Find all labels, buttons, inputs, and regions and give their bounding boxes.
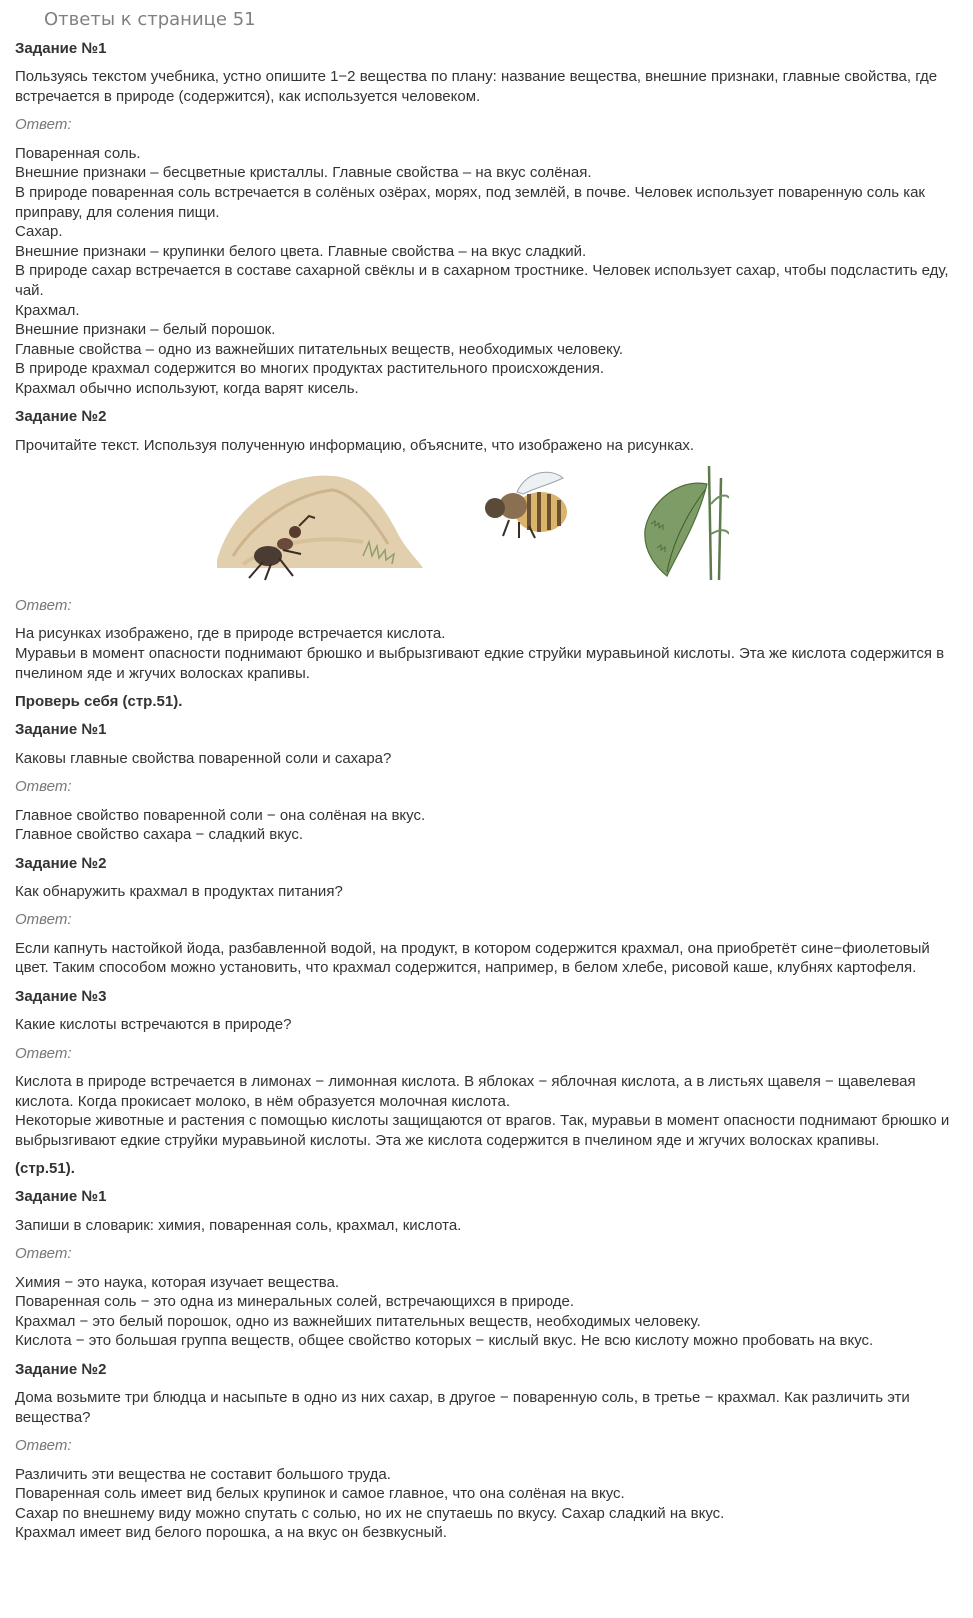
- question-text: Как обнаружить крахмал в продуктах питания?: [15, 882, 343, 900]
- answer-line: Внешние признаки – крупинки белого цвета. Главные свойства – на вкус сладкий.: [15, 242, 587, 260]
- answer-line: Крахмал обычно используют, когда варят кисель.: [15, 379, 359, 397]
- section-heading: Проверь себя (стр.51).: [15, 693, 183, 711]
- answer-line: В природе поваренная соль встречается в солёных озёрах, морях, под землёй, в почве. Человек использует поваренную соль как приправу, для соления пищи.: [15, 183, 925, 221]
- illustration-row: [15, 464, 960, 588]
- section-heading: Задание №1: [15, 721, 107, 739]
- nettle-illustration: [637, 464, 729, 580]
- answers-content: [15, 39, 960, 1552]
- question-text: Какие кислоты встречаются в природе?: [15, 1016, 292, 1034]
- answer-label: Ответ:: [15, 116, 72, 134]
- page-title: Ответы к странице 51: [44, 9, 256, 30]
- answer-line: Поваренная соль имеет вид белых крупинок и самое главное, что она солёная на вкус.: [15, 1485, 625, 1503]
- answer-line: Крахмал − это белый порошок, одно из важнейших питательных веществ, необходимых человеку.: [15, 1312, 701, 1330]
- question-text: Каковы главные свойства поваренной соли и сахара?: [15, 749, 392, 767]
- section-heading: Задание №2: [15, 854, 107, 872]
- question-text: Дома возьмите три блюдца и насыпьте в одно из них сахар, в другое − поваренную соль, в третье − крахмал. Как различить эти вещества?: [15, 1389, 910, 1426]
- section-heading: Задание №2: [15, 1360, 107, 1378]
- answer-line: Некоторые животные и растения с помощью кислоты защищаются от врагов. Так, муравьи в момент опасности поднимают брюшко и выбрызгивают едкие струйки муравьиной кислоты. Эта же кислота содержится в пчелином яде и жгучих волосках крапивы.: [15, 1112, 950, 1149]
- question-text: Пользуясь текстом учебника, устно опишите 1−2 вещества по плану: название вещества, внешние признаки, главные свойства, где встречается в природе (содержится), как используется человеком.: [15, 68, 938, 105]
- answer-line: Кислота − это большая группа веществ, общее свойство которых − кислый вкус. Не всю кислоту можно пробовать на вкус.: [15, 1332, 874, 1350]
- answer-line: Главное свойство сахара − сладкий вкус.: [15, 826, 304, 844]
- answer-line: Сахар.: [15, 223, 63, 241]
- answer-label: Ответ:: [15, 597, 72, 615]
- answer-block: [15, 1072, 960, 1150]
- answer-line: Поваренная соль.: [15, 144, 141, 162]
- answer-line: Главные свойства – одно из важнейших питательных веществ, необходимых человеку.: [15, 340, 624, 358]
- answer-line: Внешние признаки – белый порошок.: [15, 321, 276, 339]
- question-text: Прочитайте текст. Используя полученную информацию, объясните, что изображено на рисунках.: [15, 436, 695, 454]
- answer-line: Главное свойство поваренной соли − она солёная на вкус.: [15, 806, 426, 824]
- answer-block: [15, 806, 960, 845]
- answer-block: [15, 1465, 960, 1543]
- answer-line: Муравьи в момент опасности поднимают брюшко и выбрызгивают едкие струйки муравьиной кислоты. Эта же кислота содержится в пчелином яде и жгучих волосках крапивы.: [15, 645, 945, 682]
- section-heading: Задание №2: [15, 408, 107, 426]
- bee-illustration: [477, 464, 577, 542]
- answer-block: [15, 144, 960, 399]
- answer-line: В природе сахар встречается в составе сахарной свёклы и в сахарном тростнике. Человек использует сахар, чтобы подсластить еду, чай.: [15, 262, 949, 299]
- answer-line: Крахмал имеет вид белого порошка, а на вкус он безвкусный.: [15, 1524, 447, 1542]
- answer-label: Ответ:: [15, 778, 72, 796]
- answer-line: Крахмал.: [15, 301, 80, 319]
- answer-line: Поваренная соль − это одна из минеральных солей, встречающихся в природе.: [15, 1293, 575, 1311]
- section-heading: (стр.51).: [15, 1160, 75, 1178]
- answer-line: Сахар по внешнему виду можно спутать с солью, но их не спутаешь по вкусу. Сахар сладкий на вкус.: [15, 1504, 725, 1522]
- answer-block: [15, 624, 960, 683]
- answer-block: [15, 1273, 960, 1351]
- answer-label: Ответ:: [15, 1437, 72, 1455]
- answer-label: Ответ:: [15, 1044, 72, 1062]
- section-heading: Задание №1: [15, 40, 107, 57]
- answer-line: На рисунках изображено, где в природе встречается кислота.: [15, 625, 446, 643]
- answer-block: [15, 939, 960, 978]
- answer-line: Если капнуть настойкой йода, разбавленной водой, на продукт, в котором содержится крахмал, она приобретёт сине−фиолетовый цвет. Таким способом можно установить, что крахмал содержится, например, в белом хлебе, рисовой каше, клубнях картофеля.: [15, 939, 930, 977]
- question-text: Запиши в словарик: химия, поваренная соль, крахмал, кислота.: [15, 1216, 462, 1234]
- section-heading: Задание №1: [15, 1188, 107, 1206]
- answer-line: Различить эти вещества не составит большого труда.: [15, 1465, 391, 1483]
- answer-label: Ответ:: [15, 911, 72, 929]
- answer-line: Кислота в природе встречается в лимонах − лимонная кислота. В яблоках − яблочная кислота, а в листьях щавеля − щавелевая кислота. Когда прокисает молоко, в нём образуется молочная кислота.: [15, 1072, 916, 1110]
- answer-line: В природе крахмал содержится во многих продуктах растительного происхождения.: [15, 360, 605, 378]
- answer-line: Внешние признаки – бесцветные кристаллы. Главные свойства – на вкус солёная.: [15, 164, 592, 182]
- answer-line: Химия − это наука, которая изучает вещества.: [15, 1273, 340, 1291]
- answer-label: Ответ:: [15, 1245, 72, 1263]
- ant-on-anthill-illustration: [213, 464, 425, 582]
- section-heading: Задание №3: [15, 987, 107, 1005]
